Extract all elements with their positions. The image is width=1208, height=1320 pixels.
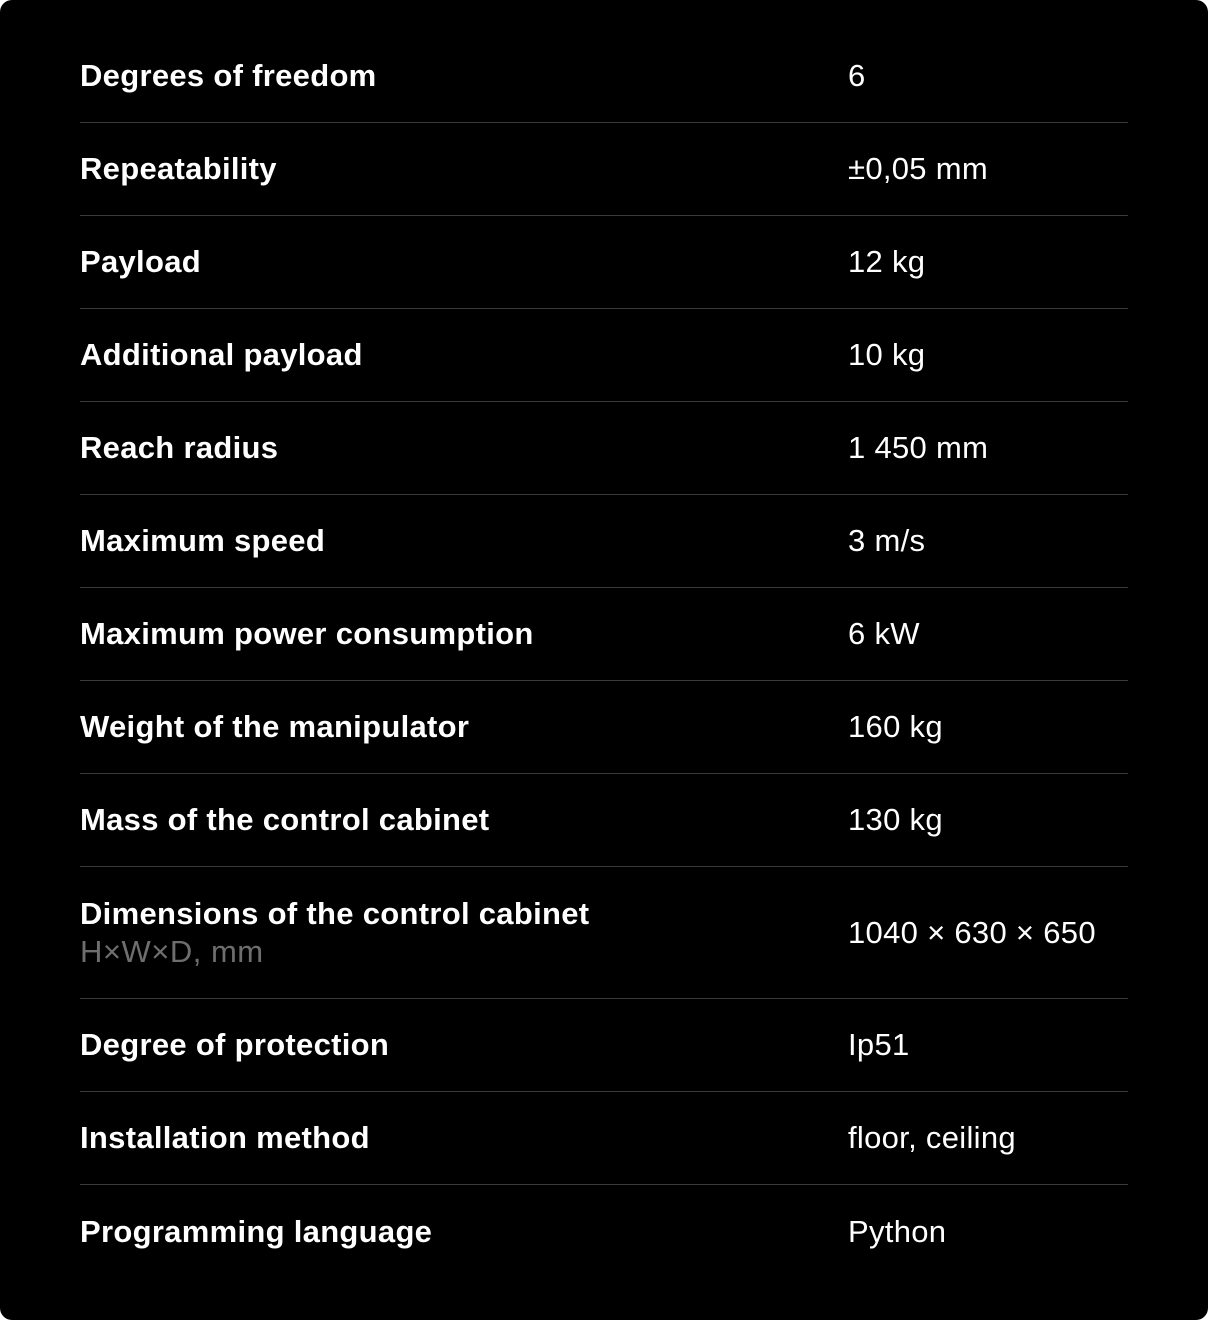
spec-value: 3 m/s	[848, 523, 926, 558]
spec-sublabel: H×W×D, mm	[80, 933, 264, 969]
spec-label: Mass of the control cabinet	[80, 802, 490, 837]
spec-value: Python	[848, 1213, 947, 1249]
spec-row-mass-of-control-cabinet	[80, 774, 1128, 867]
spec-value: 6	[848, 58, 866, 93]
spec-value: 10 kg	[848, 337, 926, 372]
spec-value: Ip51	[848, 1027, 910, 1062]
spec-row-payload	[80, 216, 1128, 309]
spec-value: 1 450 mm	[848, 430, 989, 465]
spec-value: 12 kg	[848, 244, 926, 279]
spec-label: Degrees of freedom	[80, 58, 377, 93]
spec-row-reach-radius	[80, 402, 1128, 495]
spec-row-installation-method	[80, 1092, 1128, 1185]
spec-label: Weight of the manipulator	[80, 709, 470, 744]
spec-label: Dimensions of the control cabinet	[80, 895, 590, 931]
spec-row-dimensions-of-control-cabinet	[80, 867, 1128, 999]
spec-value: 160 kg	[848, 709, 943, 744]
spec-value: 130 kg	[848, 802, 943, 837]
spec-row-maximum-power-consumption	[80, 588, 1128, 681]
spec-label: Programming language	[80, 1213, 433, 1249]
spec-label: Maximum speed	[80, 523, 326, 558]
spec-value: floor, ceiling	[848, 1120, 1016, 1155]
spec-row-maximum-speed	[80, 495, 1128, 588]
spec-row-programming-language	[80, 1185, 1128, 1278]
spec-row-additional-payload	[80, 309, 1128, 402]
spec-value: 1040 × 630 × 650	[848, 914, 1096, 950]
spec-row-degree-of-protection	[80, 999, 1128, 1092]
spec-row-weight-of-manipulator	[80, 681, 1128, 774]
spec-label: Maximum power consumption	[80, 616, 534, 651]
spec-label: Reach radius	[80, 430, 279, 465]
spec-label: Installation method	[80, 1120, 370, 1155]
spec-value: 6 kW	[848, 616, 920, 651]
spec-row-repeatability	[80, 123, 1128, 216]
spec-label: Degree of protection	[80, 1027, 390, 1062]
spec-label: Repeatability	[80, 151, 277, 186]
spec-label: Additional payload	[80, 337, 363, 372]
spec-label: Payload	[80, 244, 201, 279]
spec-value: ±0,05 mm	[848, 151, 989, 186]
spec-row-degrees-of-freedom	[80, 30, 1128, 123]
specifications-table	[80, 30, 1128, 1278]
